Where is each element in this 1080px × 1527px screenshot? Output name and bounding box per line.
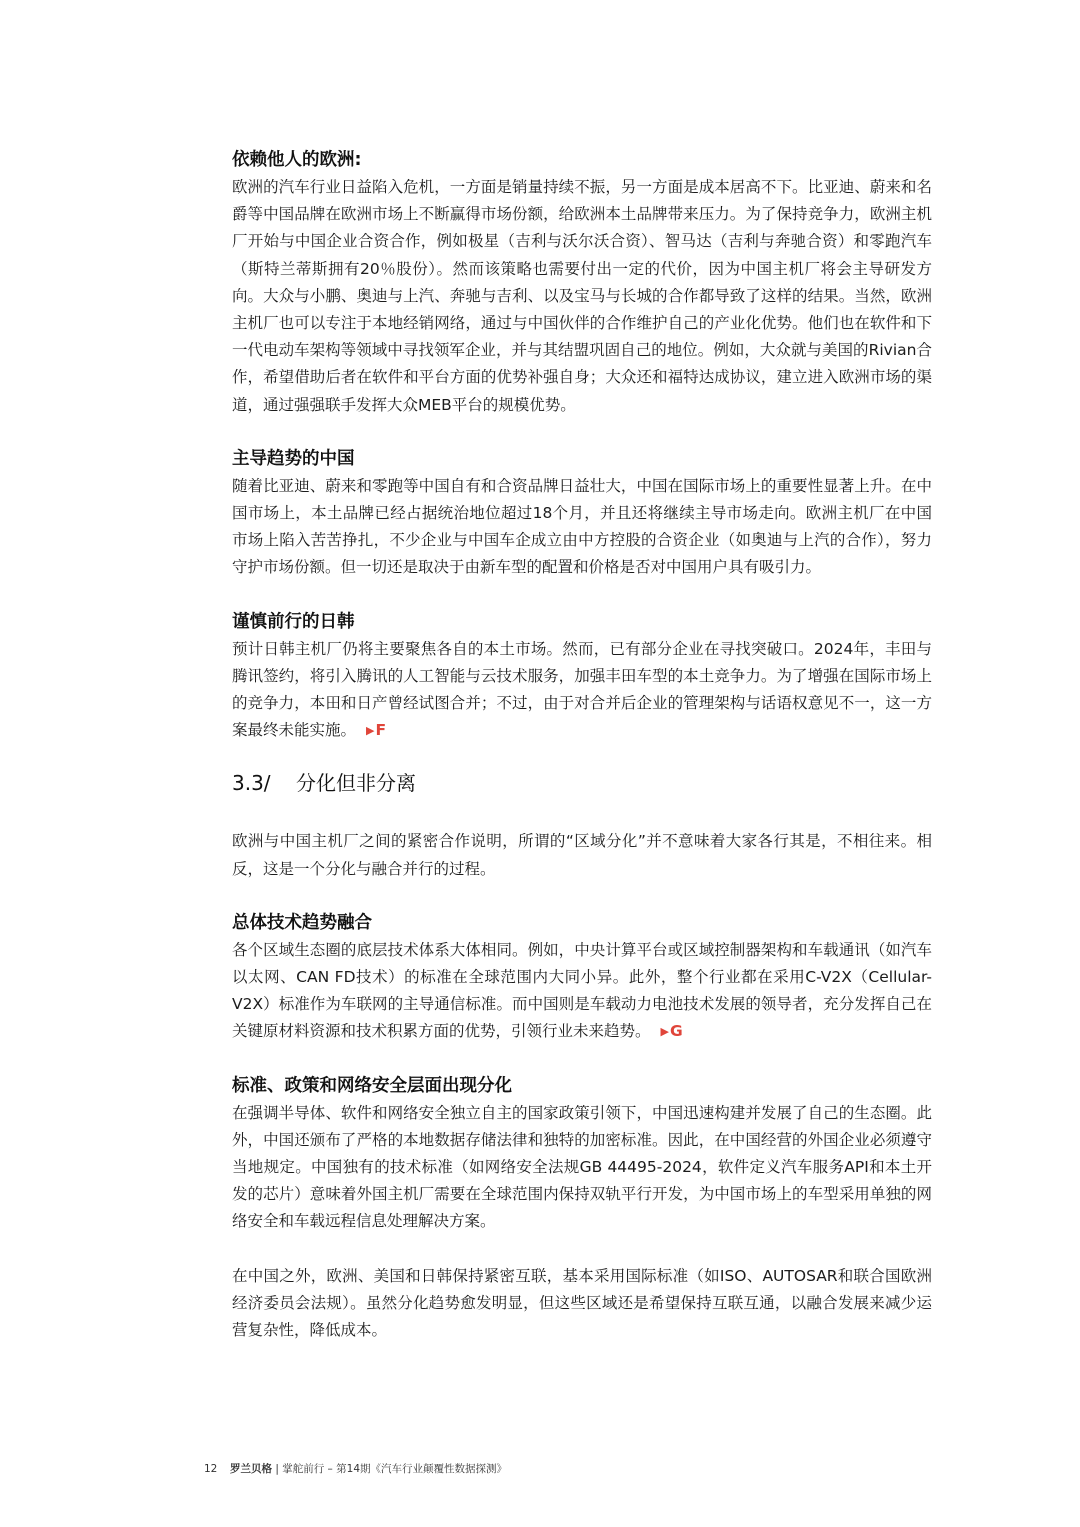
section-heading-japan-korea: 谨慎前行的日韩 (232, 611, 355, 632)
paragraph-convergence (232, 937, 932, 1046)
page-footer (204, 1461, 507, 1476)
subsection-heading-divergence: 标准、政策和网络安全层面出现分化 (232, 1075, 512, 1096)
reference-link-f[interactable] (366, 721, 386, 739)
paragraph-intro-3-3: 欧洲与中国主机厂之间的紧密合作说明，所谓的“区域分化”并不意味着大家各行其是，不相往来。相反，这是一个分化与融合并行的过程。 (232, 832, 932, 878)
subsection-heading-convergence: 总体技术趋势融合 (232, 912, 372, 933)
paragraph-japan-korea (232, 636, 932, 745)
section-heading-europe: 依赖他人的欧洲: (232, 150, 362, 170)
section-heading-china: 主导趋势的中国 (232, 448, 355, 469)
footer-brand: 罗兰贝格 (230, 1463, 272, 1475)
page-number: 12 (204, 1463, 218, 1475)
section-number: 3.3/ (232, 771, 271, 796)
reference-letter: G (669, 1022, 683, 1041)
section-title-3-3 (232, 768, 932, 798)
paragraph-europe: 欧洲的汽车行业日益陷入危机，一方面是销量持续不振，另一方面是成本居高不下。比亚迪、蔚来和名爵等中国品牌在欧洲市场上不断赢得市场份额，给欧洲本土品牌带来压力。为了保持竞争力，欧洲主机厂开始与中国企业合资合作，例如极星（吉利与沃尔沃合资）、智马达（吉利与奔驰合资）和零跑汽车（斯特兰蒂斯拥有20％股份）。然而该策略也需要付出一定的代价，因为中国主机厂将会主导研发方向。大众与小鹏、奥迪与上汽、奔驰与吉利、以及宝马与长城的合作都导致了这样的结果。当然，欧洲主机厂也可以专注于本地经销网络，通过与中国伙伴的合作维护自己的产业化优势。他们也在软件和下一代电动车架构等领域中寻找领军企业，并与其结盟巩固自己的地位。例如，大众就与美国的Rivian合作，希望借助后者在软件和平台方面的优势补强自身；大众还和福特达成协议，建立进入欧洲市场的渠道，通过强强联手发挥大众MEB平台的规模优势。 (232, 178, 932, 414)
section-title-text: 分化但非分离 (296, 771, 416, 796)
paragraph-divergence: 在强调半导体、软件和网络安全独立自主的国家政策引领下，中国迅速构建并发展了自己的生态圈。此外，中国还颁布了严格的本地数据存储法律和独特的加密标准。因此，在中国经营的外国企业必须遵守当地规定。中国独有的技术标准（如网络安全法规GB 44495-2024，软件定义汽车服务API和本土开发的芯片）意味着外国主机厂需要在全球范围内保持双轨平行开发，为中国市场上的车型采用单独的网络安全和车载远程信息处理解决方案。 (232, 1103, 932, 1231)
paragraph-outside-china: 在中国之外，欧洲、美国和日韩保持紧密互联，基本采用国际标准（如ISO、AUTOSAR和联合国欧洲经济委员会法规）。虽然分化趋势愈发明显，但这些区域还是希望保持互联互通，以融合发展来减少运营复杂性，降低成本。 (232, 1266, 932, 1340)
play-triangle-icon: ▶ (366, 724, 375, 738)
reference-letter: F (375, 721, 387, 740)
footer-text: | 掌舵前行 – 第14期《汽车行业颠覆性数据探测》 (275, 1463, 508, 1475)
paragraph-convergence-text: 各个区域生态圈的底层技术体系大体相同。例如，中央计算平台或区域控制器架构和车载通讯（如汽车以太网、CAN FD技术）的标准在全球范围内大同小异。此外，整个行业都在采用C-V2X（Cellular-V2X）标准作为车联网的主导通信标准。而中国则是车载动力电池技术发展的领导者，充分发挥自己在关键原材料资源和技术积累方面的优势，引领行业未来趋势。 (232, 940, 932, 1041)
paragraph-japan-korea-text: 预计日韩主机厂仍将主要聚焦各自的本土市场。然而，已有部分企业在寻找突破口。2024年，丰田与腾讯签约，将引入腾讯的人工智能与云技术服务，加强丰田车型的本土竞争力。为了增强在国际市场上的竞争力，本田和日产曾经试图合并；不过，由于对合并后企业的管理架构与话语权意见不一，这一方案最终未能实施。 (232, 639, 932, 740)
play-triangle-icon: ▶ (660, 1025, 669, 1039)
reference-link-g[interactable] (661, 1022, 683, 1040)
paragraph-china: 随着比亚迪、蔚来和零跑等中国自有和合资品牌日益壮大，中国在国际市场上的重要性显著上升。在中国市场上，本土品牌已经占据统治地位超过18个月，并且还将继续主导市场走向。欧洲主机厂在中国市场上陷入苦苦挣扎，不少企业与中国车企成立由中方控股的合资企业（如奥迪与上汽的合作），努力守护市场份额。但一切还是取决于由新车型的配置和价格是否对中国用户具有吸引力。 (232, 476, 932, 577)
main-content (232, 146, 932, 1344)
